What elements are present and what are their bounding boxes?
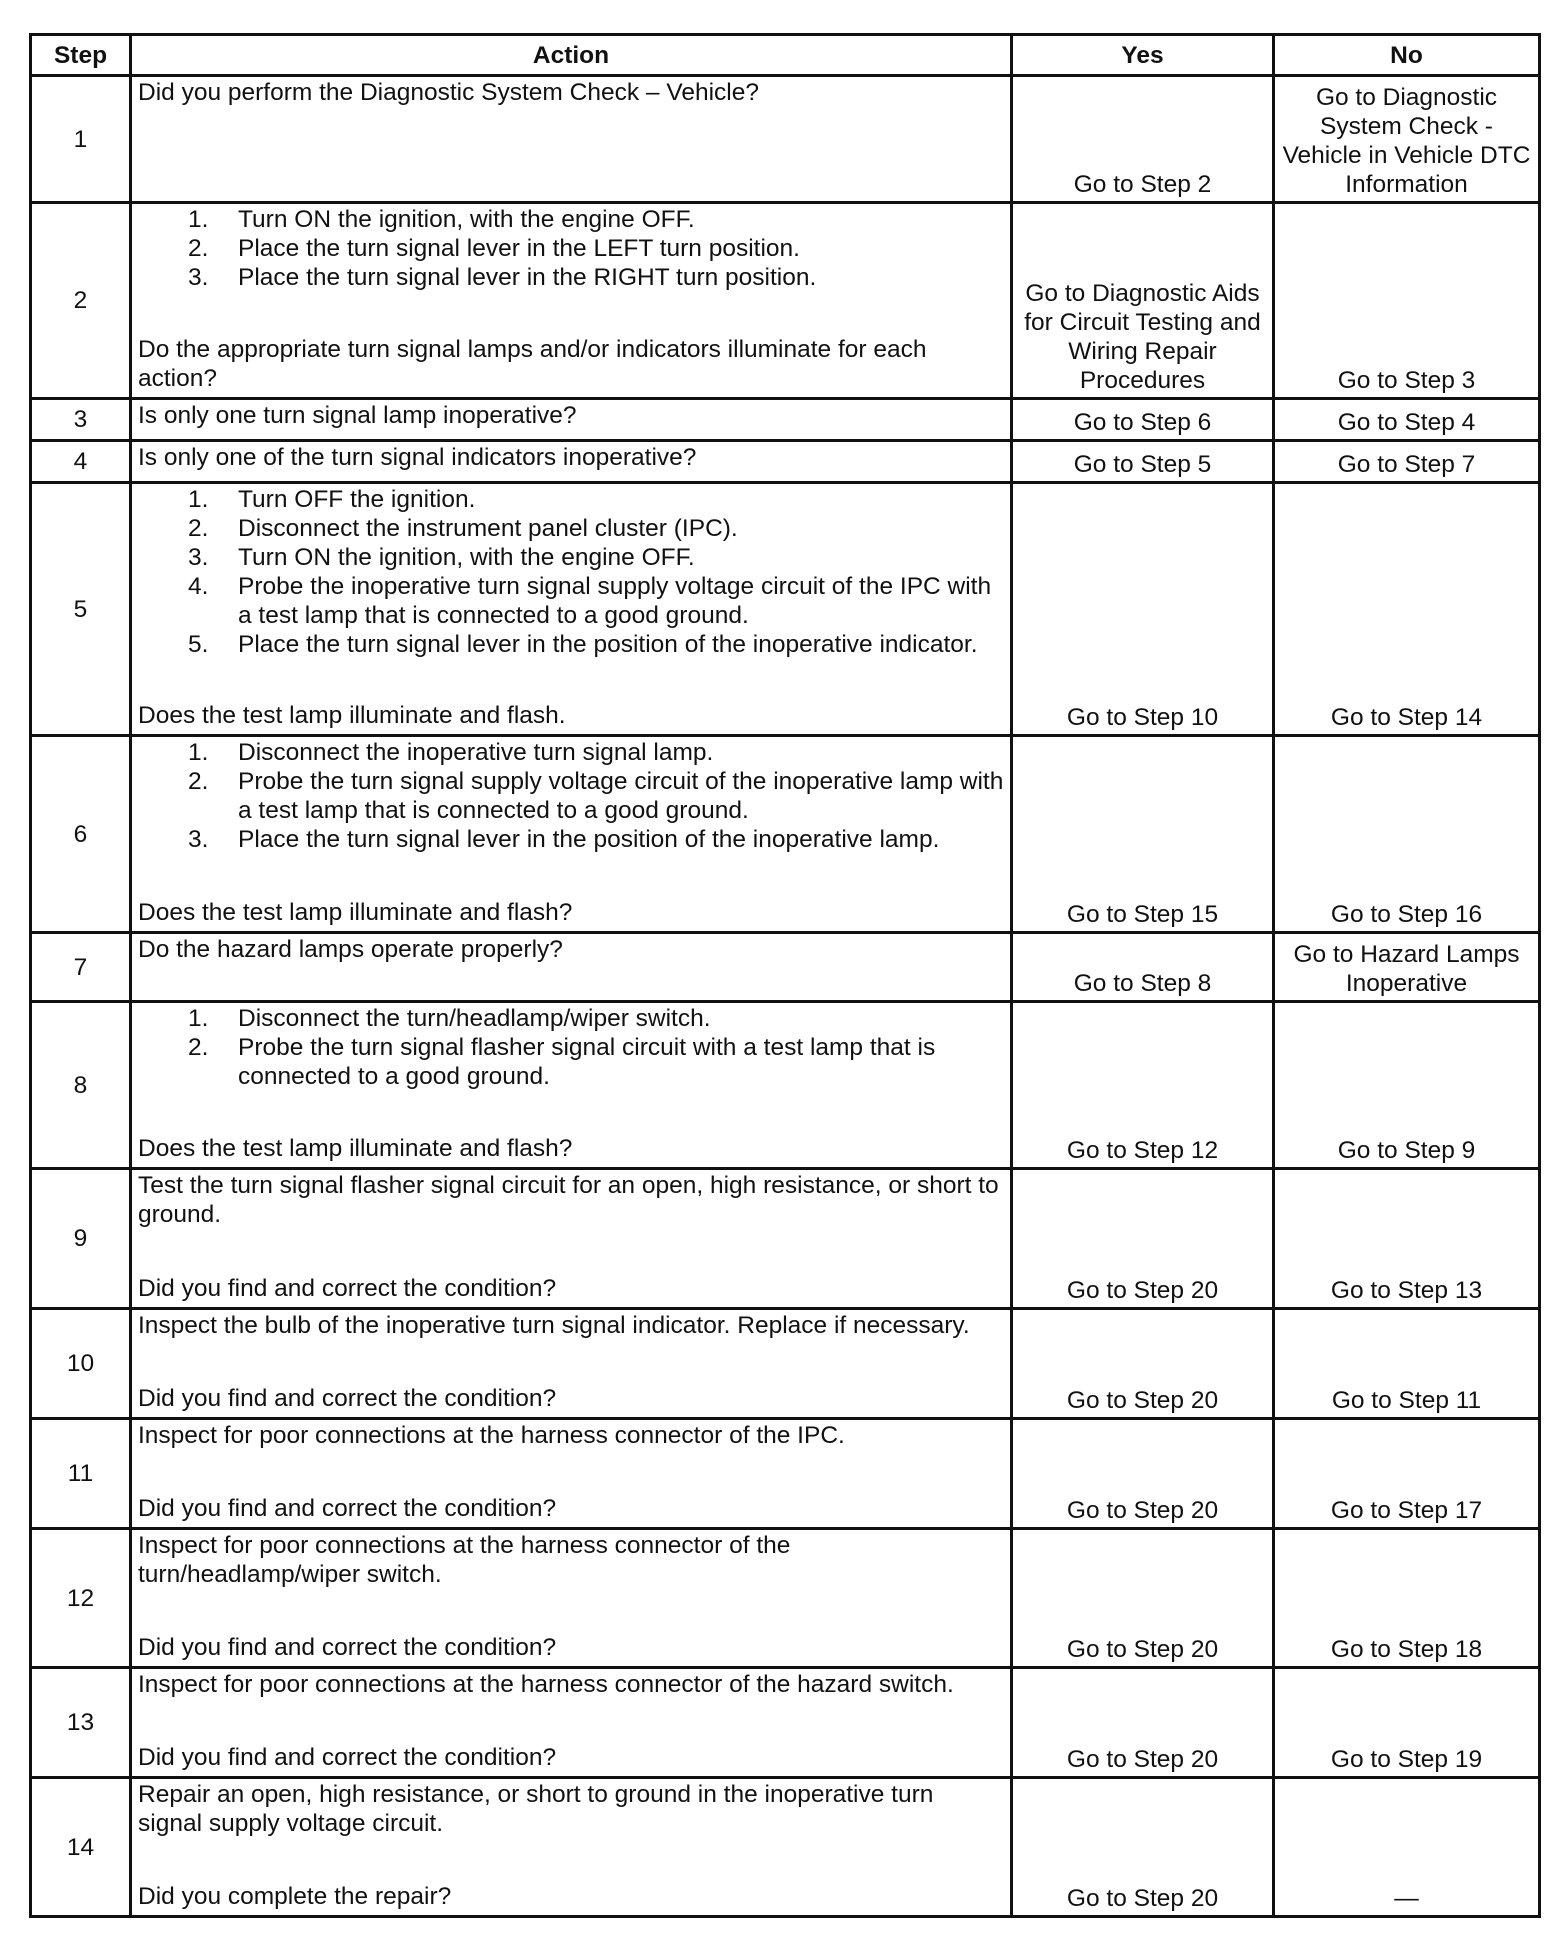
yes-outcome: Go to Step 20 [1012,1778,1274,1917]
step-number: 12 [31,1529,131,1668]
action-instructions [138,1171,1004,1258]
table-body [31,76,1540,1917]
action-cell [131,203,1012,399]
table-row [31,1419,1540,1529]
action-cell [131,483,1012,736]
no-outcome: Go to Step 9 [1274,1002,1540,1169]
action-content [138,1004,1004,1163]
step-number: 9 [31,1169,131,1309]
no-outcome: Go to Step 14 [1274,483,1540,736]
yes-outcome: Go to Step 5 [1012,441,1274,483]
table-row [31,399,1540,441]
sub-step-text: Place the turn signal lever in the LEFT turn position. [238,235,800,262]
action-question: Did you find and correct the condition? [138,1495,557,1522]
header-step: Step [31,35,131,76]
action-content [138,78,1004,197]
sub-step-list [138,485,1004,659]
no-outcome: Go to Step 7 [1274,441,1540,483]
no-outcome: — [1274,1778,1540,1917]
sub-step [138,263,1004,292]
sub-step-text: Probe the inoperative turn signal supply voltage circuit of the IPC with a test lamp that is connected to a good ground. [238,573,992,629]
step-number: 3 [31,399,131,441]
table-row [31,1309,1540,1419]
sub-step-text: Disconnect the inoperative turn signal lamp. [238,739,714,766]
no-outcome: Go to Step 3 [1274,203,1540,399]
action-cell [131,1529,1012,1668]
no-outcome: Go to Step 11 [1274,1309,1540,1419]
sub-step [138,485,1004,514]
sub-step [138,205,1004,234]
action-instructions [138,1670,1004,1728]
action-cell [131,1668,1012,1778]
no-outcome: Go to Diagnostic System Check - Vehicle in Vehicle DTC Information [1274,76,1540,203]
sub-step-number: 2. [188,515,209,542]
yes-outcome: Go to Step 20 [1012,1529,1274,1668]
sub-step-number: 3. [188,264,209,291]
sub-step-text: Probe the turn signal supply voltage circuit of the inoperative lamp with a test lamp that is connected to a good ground. [238,768,1004,824]
action-intro: Inspect for poor connections at the harness connector of the turn/headlamp/wiper switch. [138,1532,791,1588]
yes-outcome: Go to Step 2 [1012,76,1274,203]
sub-step-number: 5. [188,631,209,658]
action-question: Did you complete the repair? [138,1883,452,1910]
table-row [31,1668,1540,1778]
action-intro: Inspect the bulb of the inoperative turn signal indicator. Replace if necessary. [138,1312,970,1339]
action-instructions [138,205,1004,321]
sub-step-text: Turn ON the ignition, with the engine OFF. [238,544,695,571]
sub-step-list [138,205,1004,292]
action-cell [131,76,1012,203]
action-cell [131,1419,1012,1529]
sub-step-text: Turn ON the ignition, with the engine OFF. [238,206,695,233]
yes-outcome: Go to Step 12 [1012,1002,1274,1169]
action-content [138,1531,1004,1662]
sub-step-number: 1. [188,1005,209,1032]
yes-outcome: Go to Step 20 [1012,1169,1274,1309]
header-action: Action [131,35,1012,76]
table-row [31,1778,1540,1917]
sub-step-number: 1. [188,486,209,513]
action-content [138,738,1004,927]
action-content [138,1421,1004,1523]
action-intro: Repair an open, high resistance, or short to ground in the inoperative turn signal supply voltage circuit. [138,1781,934,1837]
header-yes: Yes [1012,35,1274,76]
yes-outcome: Go to Step 20 [1012,1668,1274,1778]
action-cell [131,933,1012,1002]
sub-step [138,738,1004,767]
action-question: Did you find and correct the condition? [138,1634,557,1661]
action-question: Did you find and correct the condition? [138,1275,557,1302]
sub-step-list [138,738,1004,854]
sub-step-number: 3. [188,544,209,571]
action-instructions [138,1421,1004,1479]
step-number: 6 [31,736,131,933]
no-outcome: Go to Step 19 [1274,1668,1540,1778]
step-number: 13 [31,1668,131,1778]
yes-outcome: Go to Diagnostic Aids for Circuit Testing and Wiring Repair Procedures [1012,203,1274,399]
action-cell [131,736,1012,933]
action-question: Does the test lamp illuminate and flash? [138,899,573,926]
sub-step [138,767,1004,825]
sub-step-text: Turn OFF the ignition. [238,486,476,513]
table-row [31,203,1540,399]
step-number: 10 [31,1309,131,1419]
table-row [31,1002,1540,1169]
yes-outcome: Go to Step 8 [1012,933,1274,1002]
sub-step [138,234,1004,263]
sub-step-number: 2. [188,1034,209,1061]
action-cell [131,1309,1012,1419]
action-question: Do the hazard lamps operate properly? [138,936,563,963]
yes-outcome: Go to Step 15 [1012,736,1274,933]
step-number: 4 [31,441,131,483]
table-row [31,736,1540,933]
action-cell [131,399,1012,441]
action-content [138,443,1004,477]
step-number: 2 [31,203,131,399]
action-question: Does the test lamp illuminate and flash? [138,1135,573,1162]
step-number: 8 [31,1002,131,1169]
action-content [138,1171,1004,1303]
table-row [31,1169,1540,1309]
step-number: 11 [31,1419,131,1529]
action-cell [131,1002,1012,1169]
yes-outcome: Go to Step 20 [1012,1309,1274,1419]
table-row [31,483,1540,736]
table-header-row [31,35,1540,76]
no-outcome: Go to Step 16 [1274,736,1540,933]
action-cell [131,1778,1012,1917]
sub-step-text: Probe the turn signal flasher signal circuit with a test lamp that is connected to a good ground. [238,1034,936,1090]
sub-step [138,630,1004,659]
action-instructions [138,1531,1004,1618]
no-outcome: Go to Step 17 [1274,1419,1540,1529]
action-content [138,1670,1004,1772]
no-outcome: Go to Step 13 [1274,1169,1540,1309]
table-row [31,76,1540,203]
sub-step [138,825,1004,854]
sub-step [138,1004,1004,1033]
action-instructions [138,485,1004,688]
yes-outcome: Go to Step 6 [1012,399,1274,441]
sub-step-number: 4. [188,573,209,600]
action-instructions [138,1311,1004,1369]
action-instructions [138,1004,1004,1120]
sub-step-number: 1. [188,206,209,233]
action-content [138,401,1004,435]
action-question: Did you perform the Diagnostic System Check – Vehicle? [138,79,759,106]
action-question: Is only one of the turn signal indicators inoperative? [138,444,697,471]
action-instructions [138,738,1004,883]
yes-outcome: Go to Step 10 [1012,483,1274,736]
no-outcome: Go to Step 4 [1274,399,1540,441]
action-instructions [138,1780,1004,1867]
sub-step-text: Disconnect the instrument panel cluster (IPC). [238,515,738,542]
action-content [138,935,1004,996]
no-outcome: Go to Hazard Lamps Inoperative [1274,933,1540,1002]
action-question: Did you find and correct the condition? [138,1744,557,1771]
action-question: Did you find and correct the condition? [138,1385,557,1412]
table-row [31,1529,1540,1668]
sub-step [138,1033,1004,1091]
table-row [31,933,1540,1002]
sub-step-text: Place the turn signal lever in the RIGHT turn position. [238,264,817,291]
action-question: Do the appropriate turn signal lamps and/or indicators illuminate for each action? [138,336,927,392]
sub-step-text: Place the turn signal lever in the position of the inoperative lamp. [238,826,940,853]
action-intro: Inspect for poor connections at the harness connector of the IPC. [138,1422,845,1449]
action-cell [131,441,1012,483]
step-number: 1 [31,76,131,203]
yes-outcome: Go to Step 20 [1012,1419,1274,1529]
action-cell [131,1169,1012,1309]
action-question: Is only one turn signal lamp inoperative? [138,402,577,429]
header-no: No [1274,35,1540,76]
step-number: 5 [31,483,131,736]
sub-step-text: Place the turn signal lever in the position of the inoperative indicator. [238,631,978,658]
action-content [138,1311,1004,1413]
sub-step [138,572,1004,630]
step-number: 7 [31,933,131,1002]
sub-step [138,514,1004,543]
action-intro: Test the turn signal flasher signal circuit for an open, high resistance, or short to ground. [138,1172,999,1228]
action-question: Does the test lamp illuminate and flash. [138,702,566,729]
step-number: 14 [31,1778,131,1917]
sub-step-number: 2. [188,235,209,262]
action-content [138,205,1004,393]
sub-step-list [138,1004,1004,1091]
action-content [138,485,1004,730]
sub-step-number: 1. [188,739,209,766]
sub-step [138,543,1004,572]
sub-step-number: 2. [188,768,209,795]
action-content [138,1780,1004,1911]
action-intro: Inspect for poor connections at the harness connector of the hazard switch. [138,1671,954,1698]
sub-step-number: 3. [188,826,209,853]
diagnostic-table [29,33,1541,1918]
no-outcome: Go to Step 18 [1274,1529,1540,1668]
table-row [31,441,1540,483]
sub-step-text: Disconnect the turn/headlamp/wiper switch. [238,1005,711,1032]
